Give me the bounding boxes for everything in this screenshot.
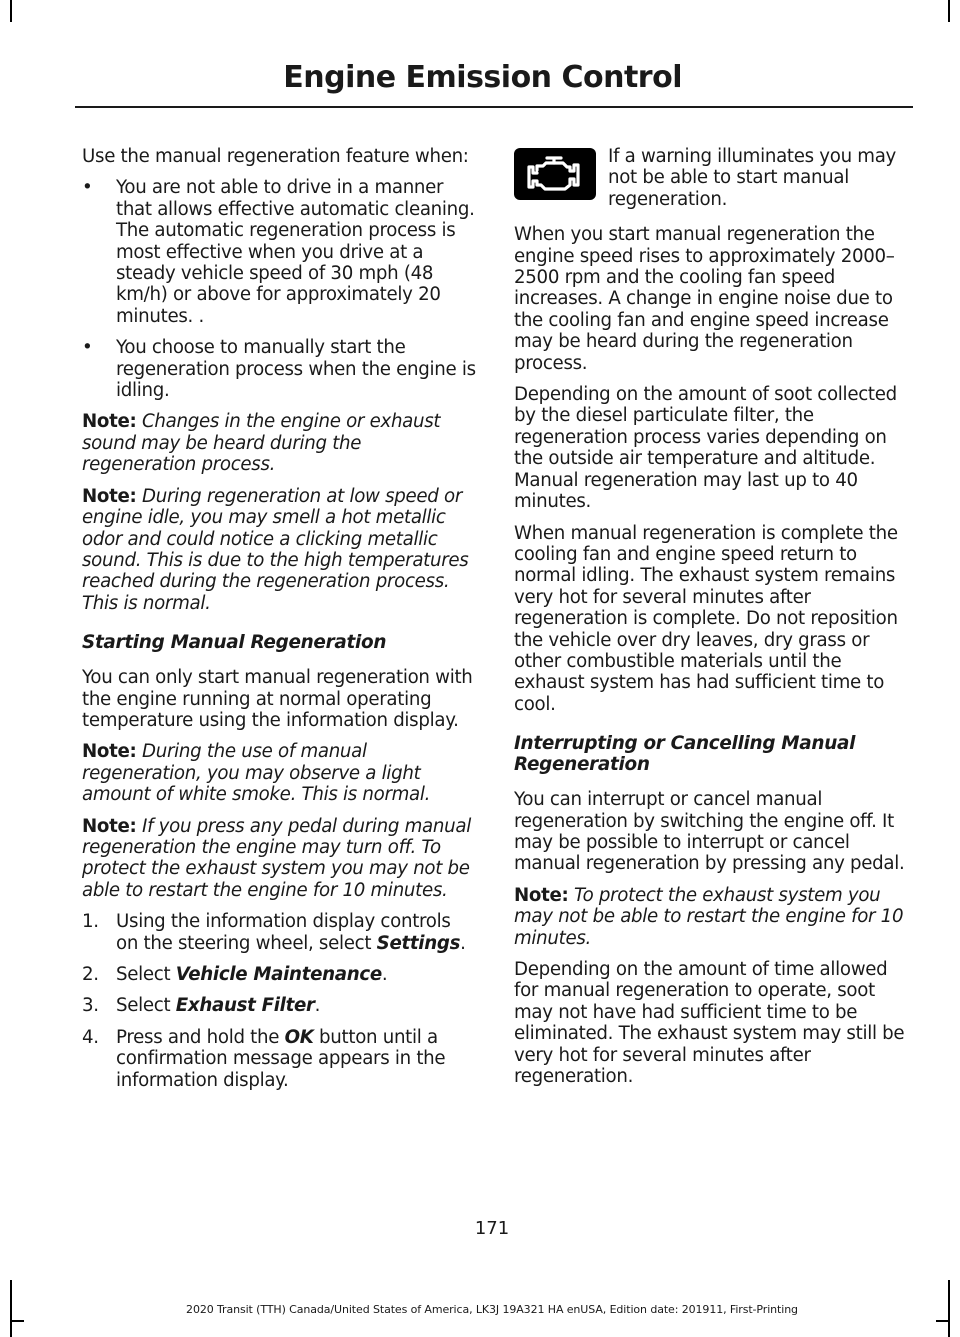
bullet-item: • You are not able to drive in a manner that allows effective automatic cleaning. The automatic regeneration process is most effective when you drive at a steady vehicle speed of 30 mph (48 km/h) or above for approximately 20 minutes. . [82, 177, 476, 327]
crop-mark-top-left [10, 0, 12, 22]
step-item [82, 995, 476, 1016]
edition-line: 2020 Transit (TTH) Canada/United States of America, LK3J 19A321 HA enUSA, Edition date: 201911, First-Printing [186, 1303, 798, 1316]
step-number: 3. [82, 995, 99, 1017]
step-emphasis: OK [284, 1026, 314, 1048]
note-label: Note: [82, 741, 137, 763]
page-number: 171 [474, 1218, 510, 1239]
note [514, 885, 910, 949]
note-label: Note: [514, 884, 569, 906]
section-heading: Interrupting or Cancelling Manual Regeneration [514, 733, 856, 776]
step-text: Press and hold the [116, 1026, 285, 1048]
step-item [82, 911, 476, 954]
right-column [514, 146, 910, 1097]
warning-text: If a warning illuminates you may not be able to start manual regeneration. [608, 146, 897, 210]
check-engine-icon [514, 148, 596, 200]
step-number: 2. [82, 964, 99, 985]
step-emphasis: Settings [376, 932, 461, 954]
paragraph: Depending on the amount of soot collected by the diesel particulate filter, the regeneration process varies depending on the outside air temperature and altitude. Manual regeneration may last up to 40 minutes. [514, 384, 897, 513]
step-text: Select [116, 964, 176, 985]
note-label: Note: [82, 485, 137, 507]
warning-block [514, 146, 910, 210]
note-text: Changes in the engine or exhaust sound may be heard during the regeneration process. [82, 411, 441, 476]
note-label: Note: [82, 815, 137, 837]
intro-text: Use the manual regeneration feature when: [82, 146, 469, 167]
step-number: 4. [82, 1026, 99, 1048]
bullet-list [82, 177, 476, 401]
paragraph: You can only start manual regeneration with the engine running at normal operating temperature using the information display. [82, 667, 473, 731]
note [82, 741, 476, 805]
crop-mark-bottom-left-h [10, 1320, 24, 1322]
step-emphasis: Vehicle Maintenance [175, 964, 382, 985]
bullet-item: • You choose to manually start the regeneration process when the engine is idling. [82, 337, 476, 401]
paragraph: Depending on the amount of time allowed for manual regeneration to operate, soot may not have had sufficient time to be eliminated. The exhaust system may still be very hot for several minutes after regeneration. [514, 959, 905, 1088]
paragraph: You can interrupt or cancel manual regeneration by switching the engine off. It may be possible to interrupt or cancel manual regeneration by pressing any pedal. [514, 789, 905, 875]
page-title: Engine Emission Control [283, 60, 682, 95]
note [82, 486, 476, 614]
section-heading: Starting Manual Regeneration [82, 632, 387, 654]
paragraph: When you start manual regeneration the engine speed rises to approximately 2000–2500 rpm and the cooling fan speed increases. A change in engine noise due to the cooling fan and engine speed increase may be heard during the regeneration process. [514, 224, 895, 374]
note-text: To protect the exhaust system you may not be able to restart the engine for 10 minutes. [514, 884, 904, 949]
note-label: Note: [82, 411, 137, 433]
note-text: If you press any pedal during manual regeneration the engine may turn off. To protect the exhaust system you may not be able to restart the engine for 10 minutes. [82, 815, 471, 901]
crop-mark-bottom-right-h [936, 1320, 950, 1322]
step-text-end: button until a confirmation message appears in the information display. [116, 1026, 446, 1091]
paragraph: When manual regeneration is complete the cooling fan and engine speed return to normal idling. The exhaust system remains very hot for several minutes after regeneration is complete. Do not reposition the vehicle over dry leaves, dry grass or other combustible materials until the exhaust system has had sufficient time to cool. [514, 522, 898, 715]
step-text-end: . [460, 932, 466, 954]
step-item [82, 1027, 476, 1091]
note [82, 411, 476, 475]
note-text: During the use of manual regeneration, you may observe a light amount of white smoke. This is normal. [82, 741, 431, 806]
step-emphasis: Exhaust Filter [175, 995, 315, 1017]
step-number: 1. [82, 911, 99, 933]
steps-list [82, 911, 476, 1091]
step-text: Select [116, 995, 176, 1017]
note-text: During regeneration at low speed or engine idle, you may smell a hot metallic odor and could notice a clicking metallic sound. This is due to the high temperatures reached during the regeneration process. This is normal. [82, 485, 469, 614]
step-text-end: . [314, 995, 321, 1017]
crop-mark-top-right [948, 0, 950, 22]
note [82, 816, 476, 902]
left-column [82, 146, 476, 1101]
step-text: Using the information display controls on the steering wheel, select [116, 911, 451, 954]
header-rule [75, 106, 913, 108]
step-text-end: . [381, 964, 388, 985]
step-item [82, 964, 476, 985]
